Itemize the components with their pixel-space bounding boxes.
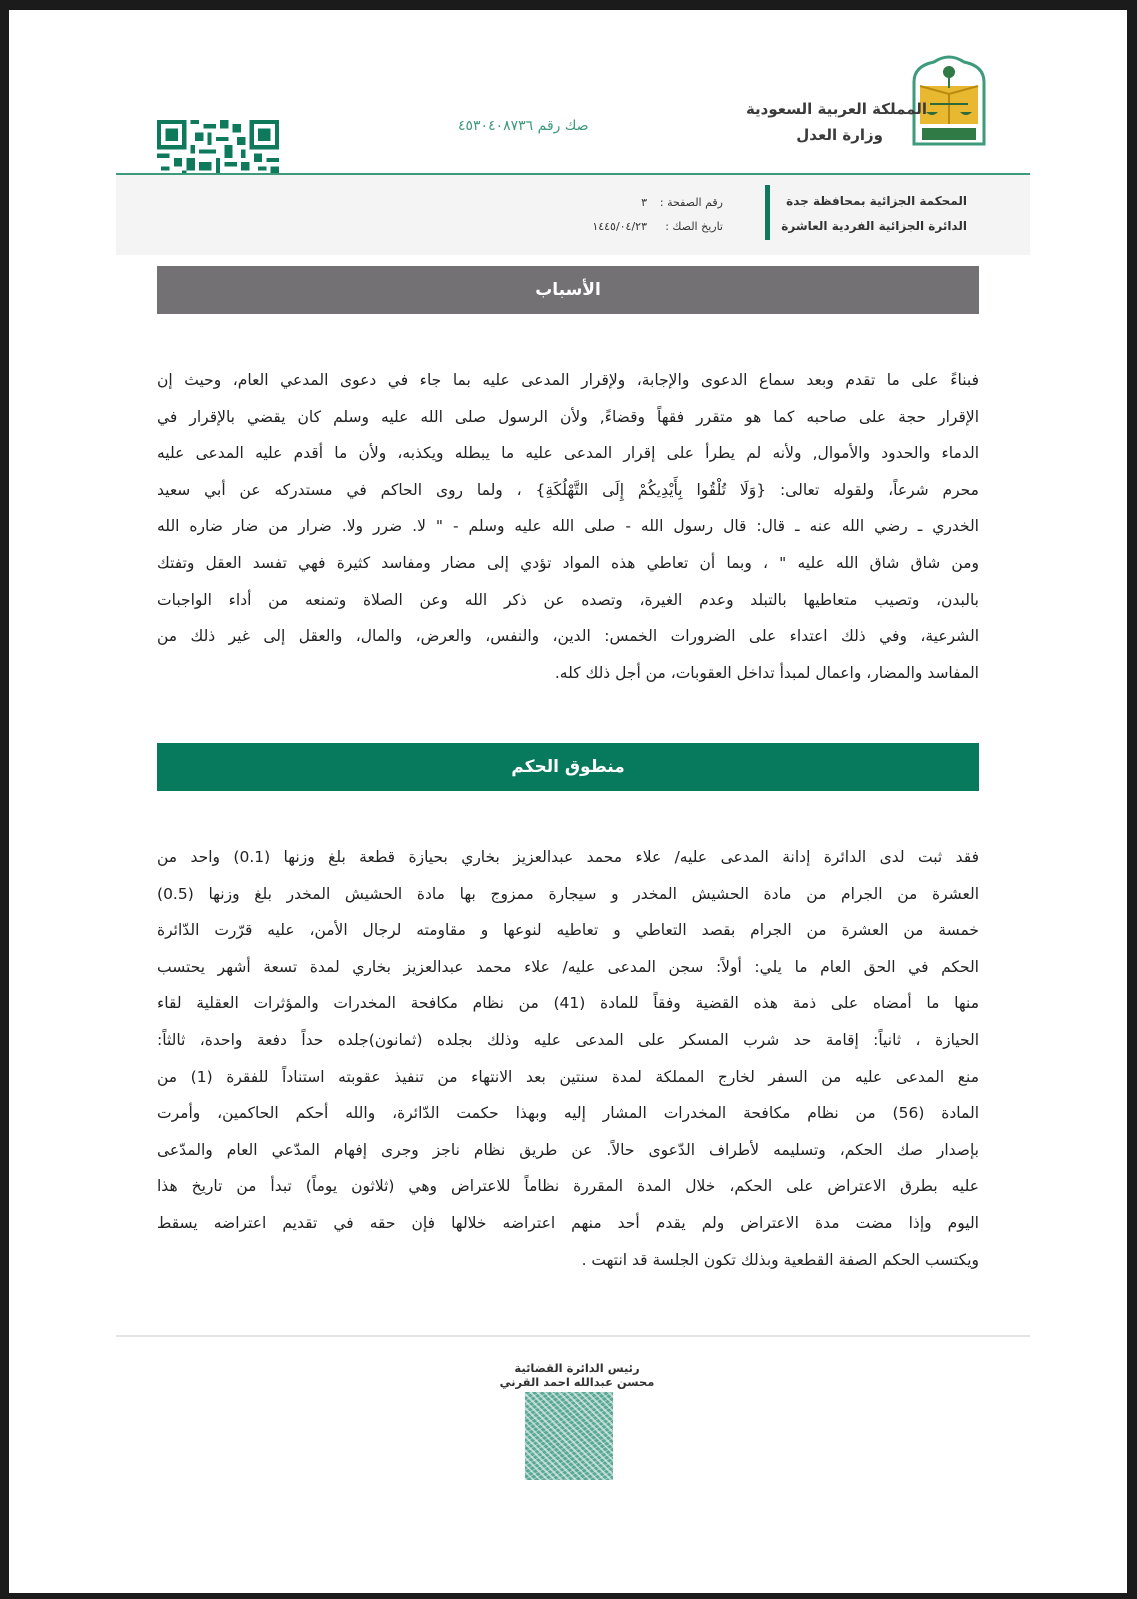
verdict-line: الحكم في الحق العام ما يلي: أولاً: سجن المدعى عليه/ علاء محمد عبدالعزيز بخاري لمدة تسعة أشهر يحتسب (157, 957, 979, 976)
verdict-heading: منطوق الحكم (157, 743, 979, 791)
reasons-line: الشرعية، وفي ذلك اعتداء على الضرورات الخمس: الدين، والنفس، والعرض، والمال، والعقل إلى غير ذلك من (157, 627, 979, 646)
verdict-line: فقد ثبت لدى الدائرة إدانة المدعى عليه/ علاء محمد عبدالعزيز بخاري بحيازة قطعة بلغ وزنها (0.1) واحد من (157, 848, 979, 866)
verdict-line: اليوم وإذا مضت مدة الاعتراض ولم يقدم أحد منهم اعتراضه خلالها فإن حقه في تقديم اعتراضه يسقط (157, 1213, 979, 1232)
reasons-line: فبناءً على ما تقدم وبعد سماع الدعوى والإجابة، ولإقرار المدعى عليه بما جاء في دعوى المدعي العام، وحيث إن (157, 371, 979, 389)
signatory-name: محسن عبدالله احمد القرني (499, 1375, 655, 1389)
page-number-label: رقم الصفحة : (659, 196, 723, 209)
reasons-body (157, 362, 979, 691)
verdict-line: العشرة من الجرام من مادة الحشيش المخدر و سيجارة ممزوج بها مادة الحشيش المخدر بلغ وزنها (0.5) (157, 884, 979, 903)
info-band (116, 175, 1030, 255)
signature-qr-stamp-icon (525, 1392, 613, 1480)
deed-date-row (577, 220, 723, 233)
verdict-line: بإصدار صك الحكم، وتسليمه لأطراف الدّعوى حالاً. عن طريق نظام ناجز وجرى إفهام المدّعي العام والمدّعى (157, 1140, 979, 1159)
verdict-line: خمسة من العشرة من الجرام بقصد التعاطي و تعاطيه لنوعها و مقاومته لرجال الأمن، عليه قرّرت الدّائرة (157, 921, 979, 940)
reasons-line: بالبدن، وتصيب متعاطيها بالتبلد وعدم الغيرة، وتصده عن ذكر الله وعن الصلاة وتمنعه من أداء الواجبات (157, 590, 979, 609)
deed-date-label: تاريخ الصك : (665, 220, 723, 233)
verdict-line: ويكتسب الحكم الصفة القطعية وبذلك تكون الجلسة قد انتهت . (581, 1250, 979, 1269)
circuit-name: الدائرة الجزائية الفردية العاشرة (781, 219, 967, 233)
footer-divider (116, 1335, 1030, 1337)
reasons-line: ومن شاق شاق الله عليه " ، وبما أن تعاطي هذه المواد تؤدي إلى مضار ومفاسد كثيرة فهي تفسد العقل وتفتك (157, 553, 979, 572)
org-name: المملكة العربية السعودية (745, 100, 927, 118)
signatory-title: رئيس الدائرة القضائية (514, 1361, 640, 1375)
court-name: المحكمة الجزائية بمحافظة جدة (786, 194, 967, 208)
document-viewer (9, 10, 1127, 1593)
deed-date-value: ١٤٤٥/٠٤/٢٣ (592, 220, 647, 233)
reasons-line: محرم شرعاً، ولقوله تعالى: {وَلَا تُلْقُوا بِأَيْدِيكُمْ إِلَى التَّهْلُكَةِ} ، ولما روى الحاكم في مستدركه عن أبي سعيد (157, 480, 979, 499)
reasons-line: المفاسد والمضار، واعمال لمبدأ تداخل العقوبات، من أجل ذلك كله. (554, 663, 979, 682)
page-number-value: ٣ (641, 196, 647, 209)
verdict-line: منع المدعى عليه من السفر لخارج المملكة لمدة سنتين بعد الانتهاء من تنفيذ عقوبته استناداً للفقرة (1) من (157, 1067, 979, 1086)
verdict-line: منها ما أمضاه على ذمة هذه القضية وفقاً للمادة (41) من نظام مكافحة المخدرات والمؤثرات العقلية لقاء (157, 994, 979, 1013)
deed-number: صك رقم ٤٥٣٠٤٠٨٧٣٦ (458, 118, 589, 134)
verdict-line: الحيازة ، ثانياً: إقامة حد شرب المسكر على المدعى عليه وذلك بجلده (ثمانون)جلده حداً دفعة واحدة، ثالثاً: (157, 1030, 979, 1049)
ministry-name: وزارة العدل (796, 126, 883, 144)
info-separator (765, 185, 770, 240)
reasons-line: الإقرار حجة على صاحبه كما هو متقرر فقهاً وقضاءً, ولأن الرسول صلى الله عليه وسلم كان يقضي بالإقرار في (157, 407, 979, 426)
reasons-line: الخدري ـ رضي الله عنه ـ قال: قال رسول الله - صلى الله عليه وسلم - " لا. ضرر ولا. ضرار من ضار ضاره الله (157, 517, 979, 536)
page-number-row (577, 196, 723, 209)
verdict-body (157, 839, 979, 1278)
document-page (9, 10, 1127, 1593)
verdict-line: المادة (56) من نظام مكافحة المخدرات المشار إليه وبهذا حكمت الدّائرة، والله أحكم الحاكمين، وأمرت (157, 1104, 979, 1123)
reasons-heading: الأسباب (157, 266, 979, 314)
verdict-line: عليه بطرق الاعتراض على الحكم، خلال المدة المقررة نظاماً للاعتراض وهي (ثلاثون يوماً) تبدأ من تاريخ هذا (157, 1177, 979, 1196)
reasons-line: الدماء والحدود والأموال, ولأنه لم يطرأ على إقرار المدعى عليه ما يبطله ويكذبه، ولأن ما أقدم عليه المدعى عليه (157, 444, 979, 463)
